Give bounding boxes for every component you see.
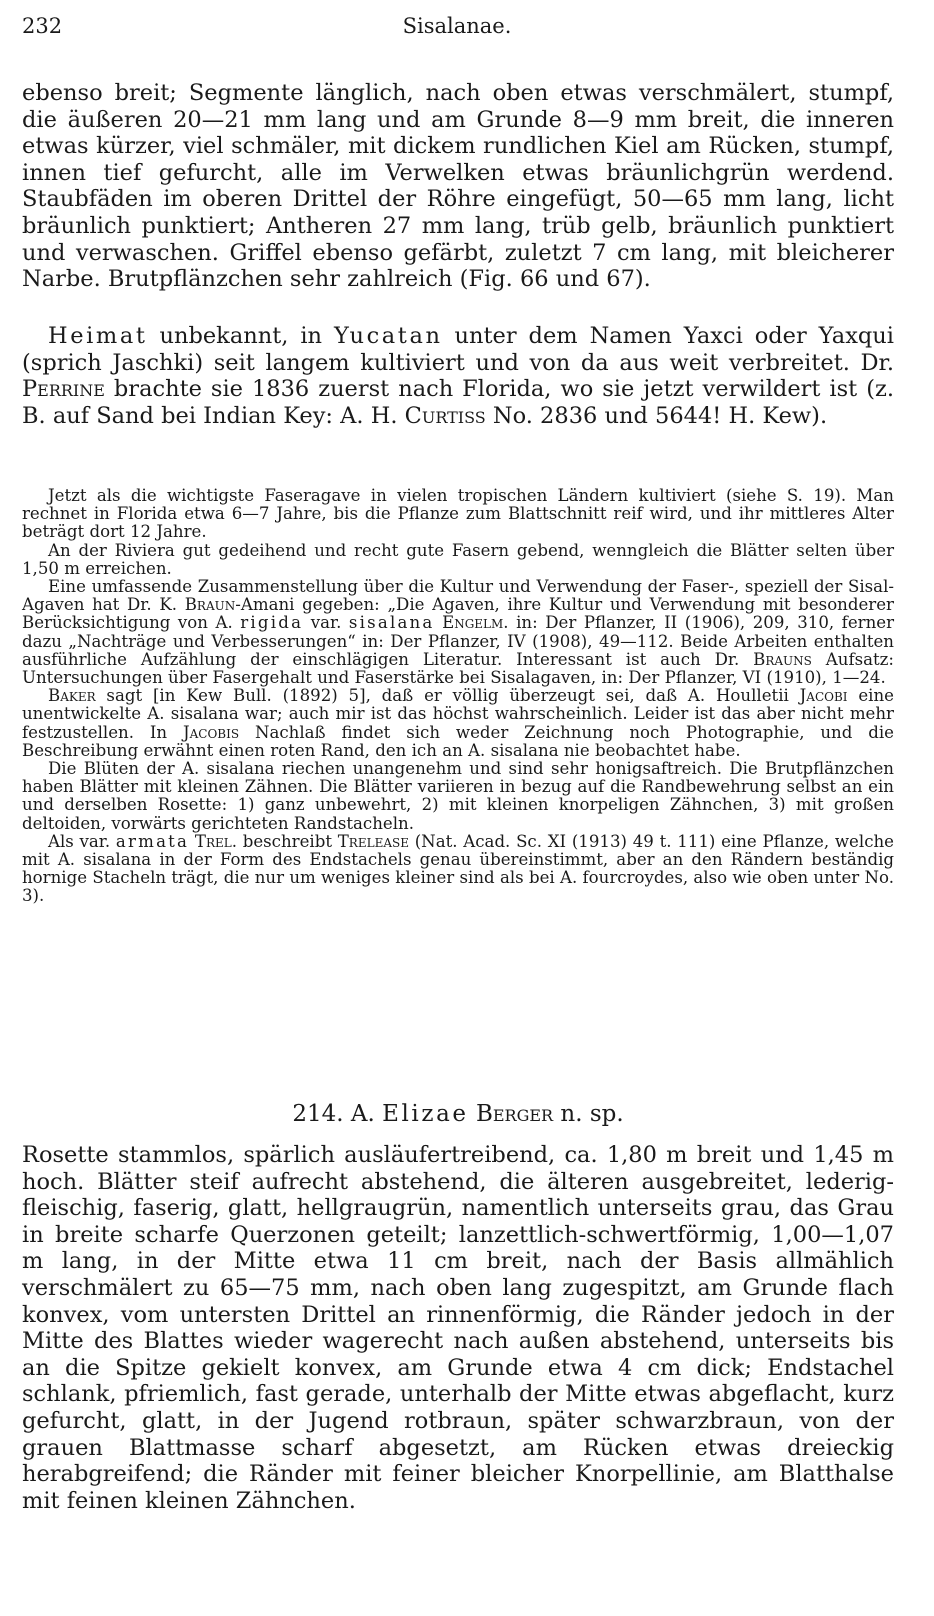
note-literature bbox=[22, 578, 894, 687]
habitat-section bbox=[22, 323, 894, 429]
term-heimat: Heimat bbox=[48, 323, 148, 349]
description-continued bbox=[22, 80, 894, 293]
notes-section bbox=[22, 487, 894, 906]
text-run: sagt [in Kew Bull. (1892) 5], daß er völlig überzeugt sei, daß A. Houlletii bbox=[95, 686, 800, 706]
paragraph-flower-description: ebenso breit; Segmente länglich, nach oben etwas verschmälert, stumpf, die äußeren 20—21 mm lang und am Grunde 8—9 mm breit, die inneren etwas kürzer, viel schmäler, mit dickem rundlichen Kiel am Rücken, stumpf, innen tief gefurcht, alle im Verwelken etwas bräunlichgrün werdend. Staubfäden im oberen Drittel der Röhre eingefügt, 50—65 mm lang, licht bräunlich punktiert; Antheren 27 mm lang, trüb gelb, bräunlich punktiert und verwaschen. Griffel ebenso gefärbt, zuletzt 7 cm lang, mit bleicherer Narbe. Brutpflänzchen sehr zahlreich (Fig. 66 und 67). bbox=[22, 80, 894, 293]
species-description bbox=[22, 1142, 894, 1514]
note-riviera: An der Riviera gut gedeihend und recht gute Fasern gebend, wenngleich die Blätter selten über 1,50 m erreichen. bbox=[22, 540, 894, 578]
term-yucatan: Yucatan bbox=[334, 323, 443, 349]
text-run: (Nat. Acad. Sc. XI (1913) 49 t. 111) eine Pflanze, welche mit A. sisalana in der Form des Endstachels genau übereinstimmt, aber an den Rändern beständig hornige Stacheln trägt, die nur um weniges kleiner sind als bei A. fourcroydes, also wie oben unter No. 3). bbox=[22, 831, 894, 906]
text-run: brachte sie 1836 zuerst nach Florida, wo sie jetzt verwildert ist (z. B. auf Sand bei Indian Key: A. H. bbox=[22, 376, 894, 429]
text-run: eine unentwickelte A. sisalana war; auch mir ist das höchst wahrscheinlich. Leider ist das aber nicht mehr festzustellen. In bbox=[22, 686, 894, 742]
page-number: 232 bbox=[22, 14, 63, 38]
text-run: -Amani gegeben: „Die Agaven, ihre Kultur und Verwendung mit besonderer Berücksichtigung von A. bbox=[22, 595, 894, 633]
text-run: beschreibt bbox=[236, 831, 338, 851]
page-header bbox=[22, 14, 892, 44]
paragraph-rosette-description: Rosette stammlos, spärlich ausläufertreibend, ca. 1,80 m breit und 1,45 m hoch. Blätter steif aufrecht abstehend, die älteren ausgebreitet, lederig-fleischig, faserig, glatt, hellgraugrün, namentlich unterseits grau, das Grau in breite scharfe Querzonen geteilt; lanzettlich-schwertförmig, 1,00—1,07 m lang, in der Mitte etwa 11 cm breit, nach der Basis allmählich verschmälert zu 65—75 mm, nach oben lang zugespitzt, am Grunde flach konvex, vom untersten Drittel an rinnenförmig, die Ränder jedoch in der Mitte des Blattes wieder wagerecht nach außen abstehend, unterseits bis an die Spitze gekielt konvex, am Grunde etwa 4 cm dick; Endstachel schlank, pfriemlich, fast gerade, unterhalb der Mitte etwas abgeflacht, kurz gefurcht, glatt, in der Jugend rotbraun, später schwarzbraun, von der grauen Blattmasse scharf abgesetzt, am Rücken etwas dreieckig herabgreifend; die Ränder mit feiner bleicher Knorpellinie, am Blatthalse mit feinen kleinen Zähnchen. bbox=[22, 1142, 894, 1514]
term-armata: armata bbox=[115, 831, 190, 851]
author-perrine: Perrine bbox=[22, 376, 105, 403]
term-rigida: rigida bbox=[240, 613, 304, 633]
text-run: No. 2836 und 5644! H. Kew). bbox=[485, 402, 828, 429]
running-title: Sisalanae. bbox=[402, 14, 512, 38]
note-baker bbox=[22, 687, 894, 760]
paragraph-habitat bbox=[22, 323, 894, 429]
note-cultivation: Jetzt als die wichtigste Faseragave in vielen tropischen Ländern kultiviert (siehe S. 19). Man rechnet in Florida etwa 6—7 Jahre, bis die Pflanze zum Blattschnitt reif wird, und ihr mittleres Alter beträgt dort 12 Jahre. bbox=[22, 486, 894, 542]
text-run bbox=[469, 1101, 476, 1127]
text-run bbox=[435, 613, 443, 632]
author-trelease: Trelease bbox=[337, 831, 409, 851]
text-run: unbekannt, in bbox=[147, 323, 334, 349]
author-baker: Baker bbox=[48, 686, 96, 706]
species-author: Berger bbox=[475, 1101, 554, 1127]
author-braun: Braun bbox=[184, 595, 236, 615]
text-run: var. bbox=[303, 613, 349, 633]
author-jacobis: Jacobis bbox=[182, 722, 240, 742]
author-brauns: Brauns bbox=[753, 649, 812, 669]
author-jacobi: Jacobi bbox=[799, 686, 848, 706]
note-var-armata bbox=[22, 833, 894, 906]
note-flowers: Die Blüten der A. sisalana riechen unangenehm und sind sehr honigsaftreich. Die Brutpflänzchen haben Blätter mit kleinen Zähnen. Die Blätter variieren in bezug auf die Randbewehrung selbst an ein und derselben Rosette: 1) ganz unbewehrt, 2) mit kleinen knorpeligen Zähnchen, 3) mit großen deltoiden, vorwärts gerichteten Randstacheln. bbox=[22, 759, 894, 833]
species-number: 214. A. bbox=[292, 1101, 383, 1127]
term-sisalana: sisalana bbox=[348, 613, 435, 633]
species-heading bbox=[22, 1101, 894, 1127]
species-suffix: n. sp. bbox=[553, 1101, 624, 1127]
author-trel: Trel. bbox=[194, 831, 237, 851]
author-curtiss: Curtiss bbox=[404, 402, 486, 429]
species-name: Elizae bbox=[382, 1101, 469, 1127]
text-run: Aufsatz: Untersuchungen über Fasergehalt und Faserstärke bei Sisalagaven, in: Der Pflanzer, VI (1910), 1—24. bbox=[22, 649, 894, 688]
text-run: unter dem Namen Yaxci oder Yaxqui (sprich Jaschki) seit langem kultiviert und von da aus weit verbreitet. Dr. bbox=[22, 323, 894, 376]
text-run: Nachlaß findet sich weder Zeichnung noch Photographie, und die Beschreibung erwähnt einen roten Rand, den ich an A. sisalana nie beobachtet habe. bbox=[22, 722, 894, 760]
text-run: in: Der Pflanzer, II (1906), 209, 310, ferner dazu „Nachträge und Verbesserungen“ in: Der Pflanzer, IV (1908), 49—112. Beide Arbeiten enthalten ausführliche Aufzählung der einschlägigen Literatur. Interessant ist auch Dr. bbox=[22, 613, 895, 669]
author-engelm: Engelm. bbox=[442, 613, 509, 633]
text-run: Als var. bbox=[48, 831, 116, 851]
text-run: Eine umfassende Zusammenstellung über die Kultur und Verwendung der Faser-, speziell der Sisal-Agaven hat Dr. K. bbox=[22, 577, 894, 615]
